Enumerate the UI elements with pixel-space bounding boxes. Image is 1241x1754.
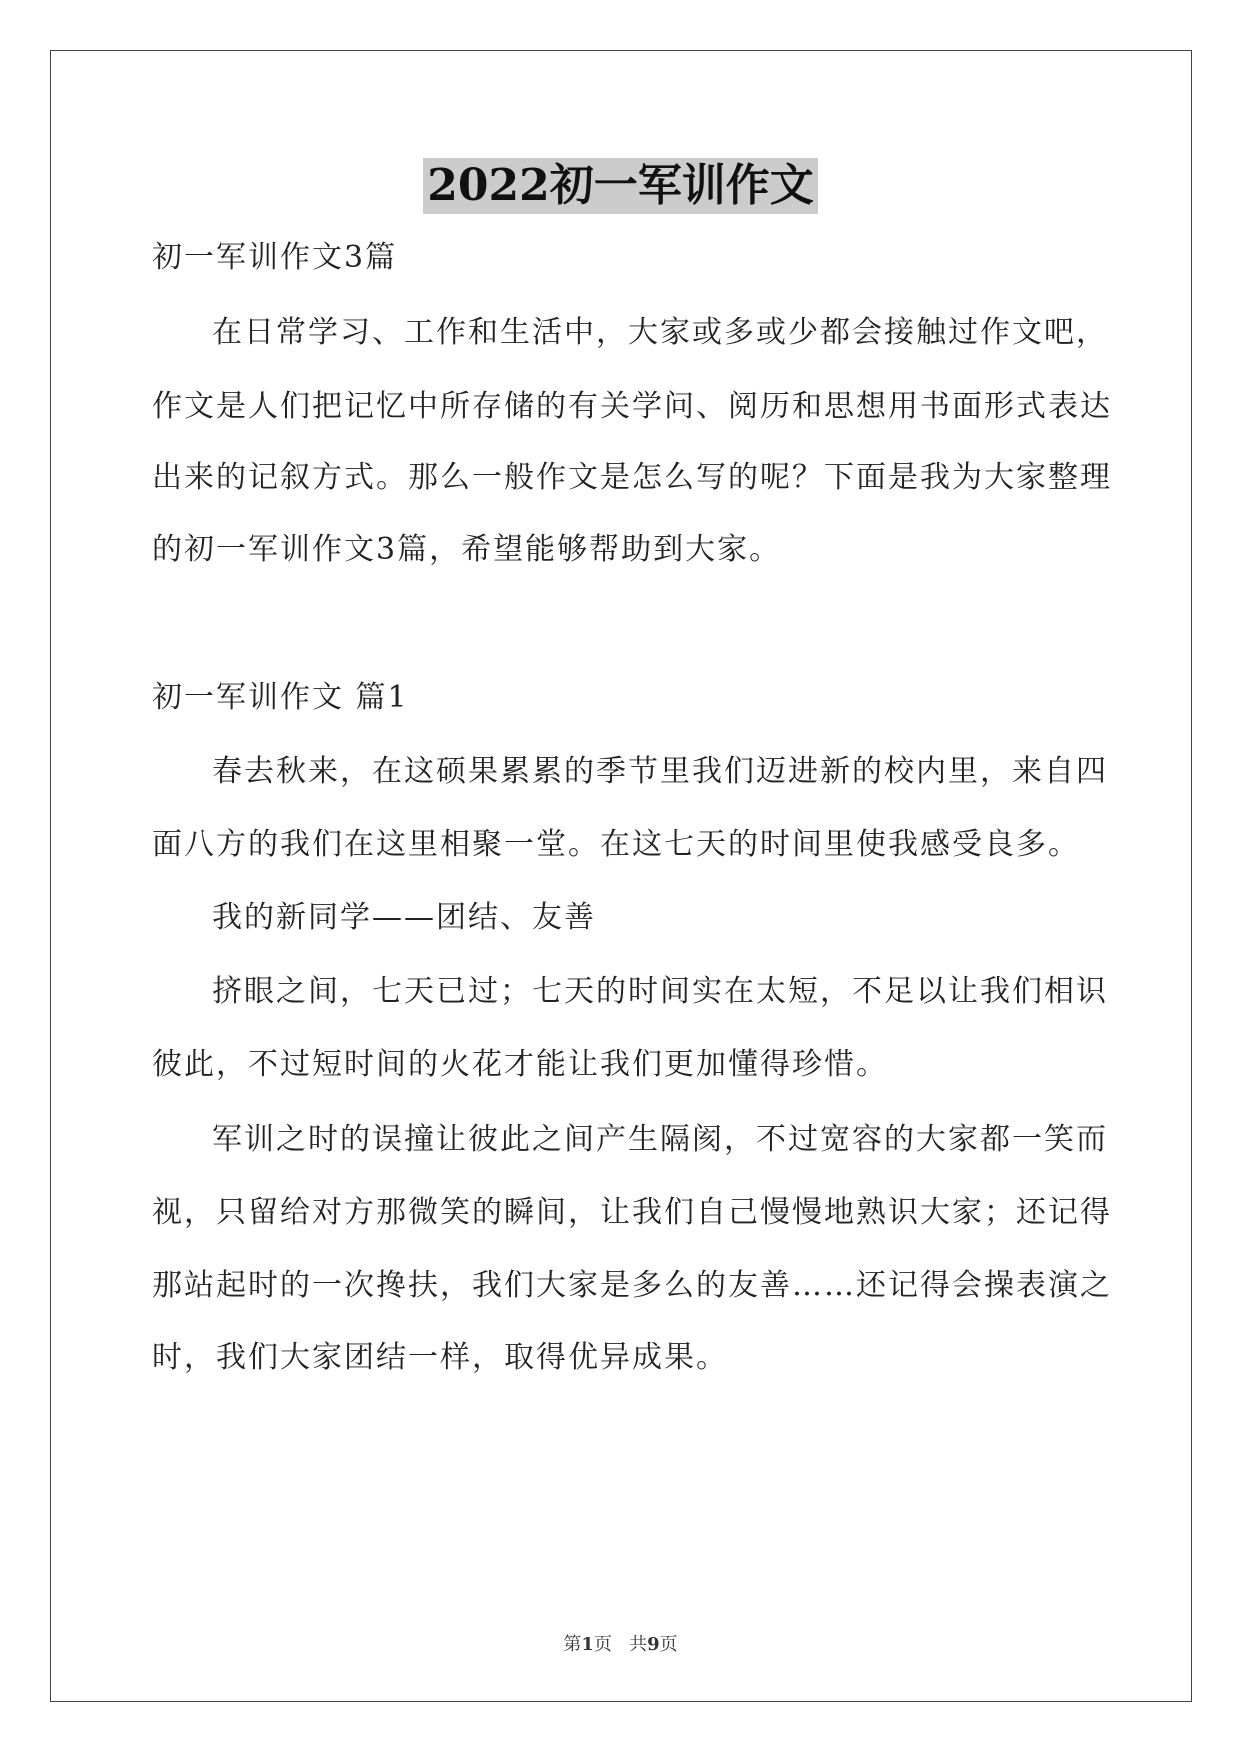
paragraph-line: 面八方的我们在这里相聚一堂。在这七天的时间里使我感受良多。 bbox=[152, 827, 1080, 862]
paragraph-line: 挤眼之间，七天已过；七天的时间实在太短，不足以让我们相识 bbox=[212, 974, 1108, 1009]
document-title-wrapper bbox=[0, 158, 1241, 214]
section-heading: 初一军训作文 篇1 bbox=[152, 680, 409, 715]
paragraph-line: 时，我们大家团结一样，取得优异成果。 bbox=[152, 1340, 728, 1375]
footer-page-prefix: 第 bbox=[563, 1634, 582, 1655]
page-footer bbox=[0, 1630, 1241, 1656]
footer-page-mid: 页 共 bbox=[593, 1634, 648, 1655]
paragraph-line: 春去秋来，在这硕果累累的季节里我们迈进新的校内里，来自四 bbox=[212, 754, 1108, 789]
page-frame bbox=[50, 50, 1192, 1702]
paragraph-line: 那站起时的一次搀扶，我们大家是多么的友善……还记得会操表演之 bbox=[152, 1268, 1112, 1303]
paragraph-line: 彼此，不过短时间的火花才能让我们更加懂得珍惜。 bbox=[152, 1047, 888, 1082]
paragraph-line: 军训之时的误撞让彼此之间产生隔阂，不过宽容的大家都一笑而 bbox=[212, 1122, 1108, 1157]
paragraph-line: 出来的记叙方式。那么一般作文是怎么写的呢？下面是我为大家整理 bbox=[152, 460, 1112, 495]
paragraph-line: 视，只留给对方那微笑的瞬间，让我们自己慢慢地熟识大家；还记得 bbox=[152, 1195, 1112, 1230]
subheading-line: 我的新同学——团结、友善 bbox=[212, 900, 596, 935]
footer-page-total: 9 bbox=[647, 1634, 660, 1655]
footer-page-suffix: 页 bbox=[659, 1634, 678, 1655]
paragraph-line: 在日常学习、工作和生活中，大家或多或少都会接触过作文吧， bbox=[212, 315, 1108, 350]
paragraph-line: 的初一军训作文3篇，希望能够帮助到大家。 bbox=[152, 532, 782, 567]
footer-page-current: 1 bbox=[581, 1634, 594, 1655]
paragraph-line: 作文是人们把记忆中所存储的有关学问、阅历和思想用书面形式表达 bbox=[152, 389, 1112, 424]
subtitle-line: 初一军训作文3篇 bbox=[152, 240, 398, 275]
document-title: 2022初一军训作文 bbox=[423, 158, 817, 214]
